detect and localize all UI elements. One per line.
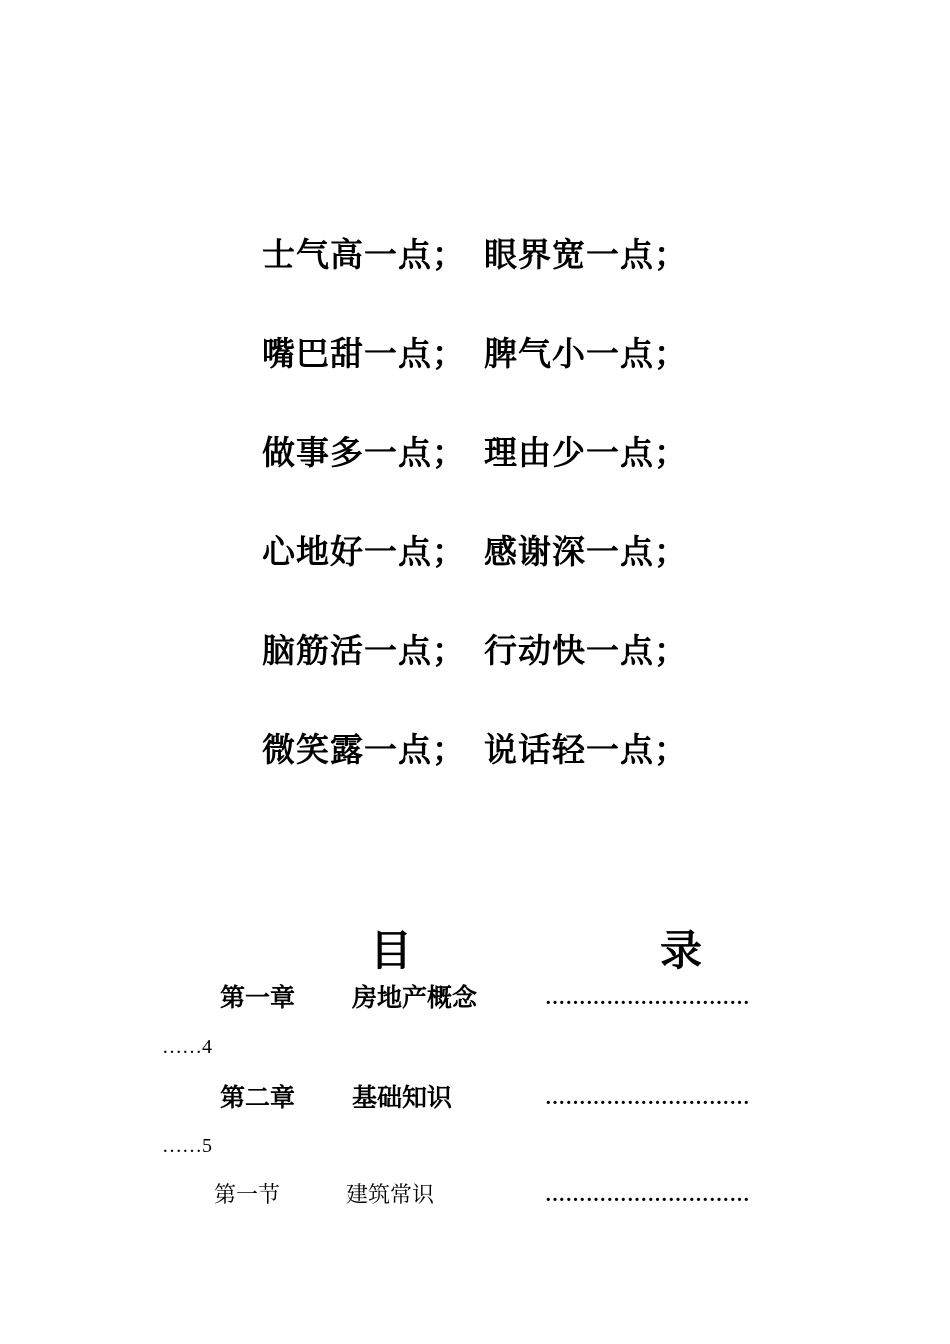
motto-right: 眼界宽一点； bbox=[484, 235, 688, 274]
section-number: 第一节 bbox=[214, 1183, 281, 1208]
chapter-number: 第二章 bbox=[220, 1083, 296, 1112]
chapter-number: 第一章 bbox=[220, 983, 296, 1012]
motto-line-6 bbox=[0, 730, 950, 770]
motto-left: 心地好一点； bbox=[262, 532, 466, 571]
chapter-title: 基础知识 bbox=[352, 1083, 453, 1112]
motto-line-2 bbox=[0, 334, 950, 374]
toc-leader: ………………………… bbox=[545, 1087, 750, 1109]
motto-left: 嘴巴甜一点； bbox=[262, 334, 466, 373]
section-title: 建筑常识 bbox=[346, 1183, 435, 1208]
motto-right: 感谢深一点； bbox=[484, 532, 688, 571]
motto-right: 理由少一点； bbox=[484, 433, 688, 472]
toc-heading-left: 目 bbox=[370, 926, 413, 975]
toc-page-number: ……5 bbox=[162, 1135, 212, 1157]
toc-page-number: ……4 bbox=[162, 1036, 212, 1058]
toc-leader: ………………………… bbox=[545, 987, 750, 1009]
motto-right: 说话轻一点； bbox=[484, 730, 688, 769]
motto-line-1 bbox=[0, 235, 950, 275]
toc-leader: ………………………… bbox=[545, 1184, 750, 1206]
toc-heading-right: 录 bbox=[660, 926, 703, 975]
motto-left: 脑筋活一点； bbox=[262, 631, 466, 670]
motto-line-5 bbox=[0, 631, 950, 671]
motto-right: 行动快一点； bbox=[484, 631, 688, 670]
motto-left: 做事多一点； bbox=[262, 433, 466, 472]
motto-line-4 bbox=[0, 532, 950, 572]
motto-left: 微笑露一点； bbox=[262, 730, 466, 769]
motto-right: 脾气小一点； bbox=[484, 334, 688, 373]
motto-line-3 bbox=[0, 433, 950, 473]
chapter-title: 房地产概念 bbox=[352, 983, 478, 1012]
motto-left: 士气高一点； bbox=[262, 235, 466, 274]
